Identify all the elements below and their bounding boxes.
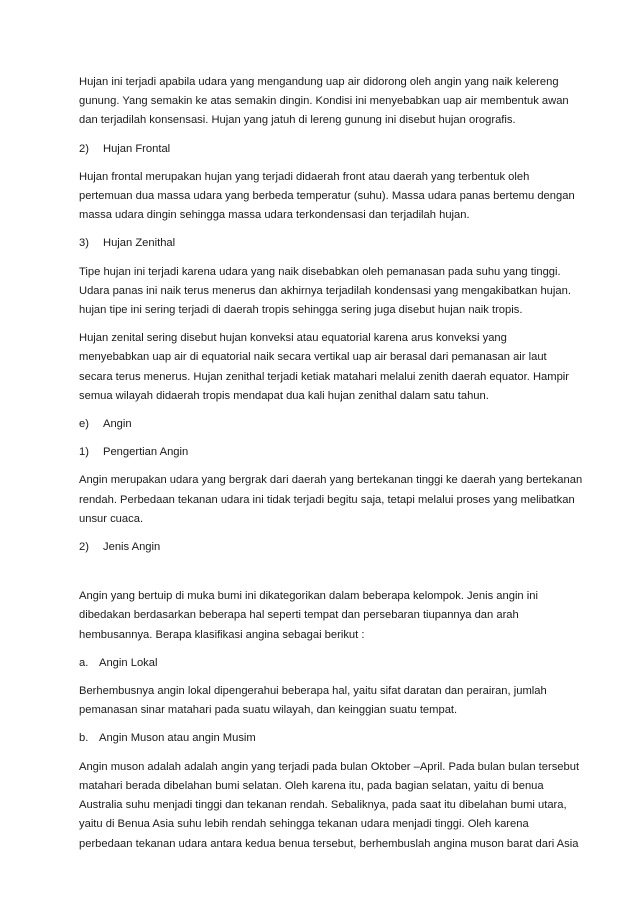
paragraph-line: dan terjadilah konsensasi. Hujan yang jatuh di lereng gunung ini disebut hujan orografis.	[79, 114, 516, 127]
paragraph-line: Hujan zenital sering disebut hujan konveksi atau equatorial karena arus konveksi yang	[79, 332, 507, 345]
paragraph-line: Hujan frontal merupakan hujan yang terjadi didaerah front atau daerah yang terbentuk oleh	[79, 170, 530, 183]
paragraph-line: Udara panas ini naik terus menerus dan akhirnya terjadilah kondensasi yang mengakibatkan hujan.	[79, 284, 571, 297]
heading-text: Angin	[103, 418, 132, 431]
paragraph-line: yaitu di Benua Asia suhu lebih rendah sehingga tekanan udara menjadi tinggi. Oleh karena	[79, 818, 529, 831]
paragraph-line: Hujan ini terjadi apabila udara yang mengandung uap air didorong oleh angin yang naik kelereng	[79, 76, 559, 88]
paragraph-line: Australia suhu menjadi tinggi dan tekanan rendah. Sebaliknya, pada saat itu dibelahan bumi utara,	[79, 799, 567, 812]
paragraph-line: gunung. Yang semakin ke atas semakin dingin. Kondisi ini menyebabkan uap air membentuk awan	[79, 95, 569, 108]
paragraph-line: semua wilayah didaerah tropis mendapat dua kali hujan zenithal dalam satu tahun.	[79, 389, 489, 402]
subsection-heading	[79, 654, 578, 673]
document-body	[79, 73, 583, 854]
heading-text: Jenis Angin	[103, 541, 161, 554]
subsection-heading	[79, 729, 578, 748]
paragraph-line: pertemuan dua massa udara yang berbeda temperatur (suhu). Massa udara panas bertemu dengan	[79, 190, 575, 203]
heading-number: a.	[79, 656, 89, 669]
heading-text: Angin Muson atau angin Musim	[99, 732, 256, 745]
paragraph	[79, 263, 578, 321]
paragraph-line: unsur cuaca.	[79, 512, 144, 525]
paragraph	[79, 587, 578, 645]
section-heading	[79, 415, 578, 434]
paragraph-line: massa udara dingin sehingga massa udara terkondensasi dan terjadilah hujan.	[79, 209, 470, 222]
heading-number: 1)	[79, 446, 89, 459]
paragraph	[79, 329, 578, 406]
section-heading	[79, 140, 578, 159]
paragraph	[79, 471, 583, 529]
heading-number: b.	[79, 732, 89, 745]
heading-number: e)	[79, 418, 89, 431]
paragraph-line: Tipe hujan ini terjadi karena udara yang naik disebabkan oleh pemanasan pada suhu yang tinggi.	[79, 265, 561, 278]
paragraph-line: secara terus menerus. Hujan zenithal terjadi ketiak matahari melalui zenith daerah equator. Hampir	[79, 370, 570, 383]
paragraph-line: dibedakan berdasarkan beberapa hal seperti tempat dan persebaran tiupannya dan arah	[79, 609, 519, 622]
heading-text: Angin Lokal	[99, 656, 158, 669]
paragraph-line: Angin muson adalah adalah angin yang terjadi pada bulan Oktober –April. Pada bulan bulan tersebut	[79, 760, 580, 773]
heading-number: 2)	[79, 142, 89, 155]
paragraph-line: Berhembusnya angin lokal dipengerahui beberapa hal, yaitu sifat daratan dan perairan, jumlah	[79, 685, 547, 698]
heading-number: 2)	[79, 541, 89, 554]
paragraph-line: matahari berada dibelahan bumi selatan. Oleh karena itu, pada bagian selatan, yaitu di benua	[79, 779, 544, 792]
paragraph	[79, 168, 578, 226]
paragraph-line: menyebabkan uap air di equatorial naik secara vertikal uap air berasal dari pemanasan air laut	[79, 351, 547, 364]
paragraph-line: perbedaan tekanan udara antara kedua benua tersebut, berhembuslah angina muson barat dari Asia	[79, 837, 579, 850]
section-heading	[79, 234, 578, 253]
heading-text: Hujan Zenithal	[103, 237, 176, 250]
paragraph	[79, 73, 578, 131]
paragraph-line: Angin merupakan udara yang bergrak dari daerah yang bertekanan tinggi ke daerah yang bertekanan	[79, 474, 583, 487]
section-heading	[79, 443, 578, 462]
paragraph	[79, 682, 578, 720]
heading-number: 3)	[79, 237, 89, 250]
heading-text: Hujan Frontal	[103, 142, 171, 155]
paragraph-line: Angin yang bertuip di muka bumi ini dikategorikan dalam beberapa kelompok. Jenis angin ini	[79, 590, 538, 603]
paragraph-line: hembusannya. Berapa klasifikasi angina sebagai berikut :	[79, 628, 365, 641]
section-heading	[79, 538, 578, 557]
paragraph-line: pemanasan sinar matahari pada suatu wilayah, dan keinggian suatu tempat.	[79, 704, 458, 717]
blank-line	[79, 566, 578, 587]
paragraph-line: hujan tipe ini sering terjadi di daerah tropis sehingga sering juga disebut hujan naik tropis.	[79, 304, 523, 317]
paragraph	[79, 758, 578, 854]
paragraph-line: rendah. Perbedaan tekanan udara ini tidak terjadi begitu saja, tetapi melalui proses yang melibatkan	[79, 493, 575, 506]
heading-text: Pengertian Angin	[103, 446, 189, 459]
